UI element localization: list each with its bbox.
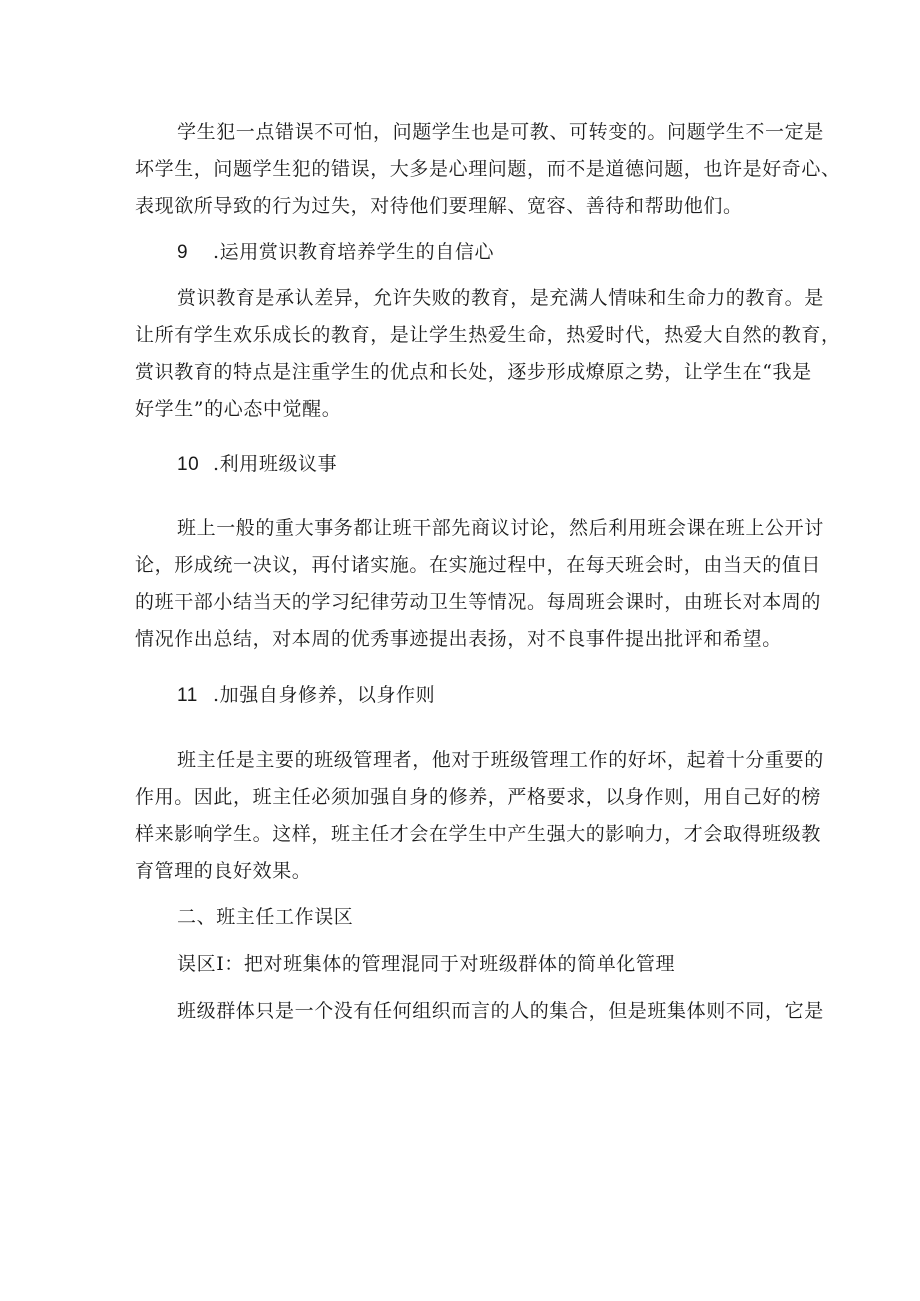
paragraph-4-line-4: 育管理的良好效果。 (135, 860, 312, 882)
paragraph-1-line-2: 坏学生，问题学生犯的错误，大多是心理问题，而不是道德问题，也许是好奇心、 (135, 158, 841, 180)
section-number: 9 (177, 242, 189, 263)
section-title: .利用班级议事 (213, 453, 338, 475)
chapter-heading: 二、班主任工作误区 (177, 906, 354, 928)
paragraph-2-line-3: 赏识教育的特点是注重学生的优点和长处，逐步形成燎原之势，让学生在“我是 (135, 361, 812, 383)
section-title: .运用赏识教育培养学生的自信心 (213, 241, 495, 263)
paragraph-5-line-1: 班级群体只是一个没有任何组织而言的人的集合，但是班集体则不同，它是 (177, 1000, 824, 1022)
section-number: 11 (177, 685, 198, 706)
section-number: 10 (177, 454, 200, 475)
paragraph-2-line-1: 赏识教育是承认差异，允许失败的教育，是充满人情味和生命力的教育。是 (177, 287, 824, 309)
misconception-heading: 误区I：把对班集体的管理混同于对班级群体的简单化管理 (177, 953, 676, 975)
section-heading-11 (177, 683, 435, 708)
paragraph-4-line-3: 样来影响学生。这样，班主任才会在学生中产生强大的影响力，才会取得班级教 (135, 823, 822, 845)
paragraph-2-line-4: 好学生”的心态中觉醒。 (135, 398, 342, 420)
section-heading-10 (177, 452, 337, 477)
paragraph-2-line-2: 让所有学生欢乐成长的教育，是让学生热爱生命，热爱时代，热爱大自然的教育， (135, 324, 841, 346)
section-title: .加强自身修养，以身作则 (213, 684, 436, 706)
paragraph-3-line-3: 的班干部小结当天的学习纪律劳动卫生等情况。每周班会课时，由班长对本周的 (135, 591, 822, 613)
paragraph-4-line-2: 作用。因此，班主任必须加强自身的修养，严格要求，以身作则，用自己好的榜 (135, 786, 822, 808)
paragraph-3-line-1: 班上一般的重大事务都让班干部先商议讨论，然后利用班会课在班上公开讨 (177, 517, 824, 539)
paragraph-3-line-4: 情况作出总结，对本周的优秀事迹提出表扬，对不良事件提出批评和希望。 (135, 628, 782, 650)
paragraph-1-line-3: 表现欲所导致的行为过失，对待他们要理解、宽容、善待和帮助他们。 (135, 195, 743, 217)
paragraph-3-line-2: 论，形成统一决议，再付诸实施。在实施过程中，在每天班会时，由当天的值日 (135, 554, 822, 576)
section-heading-9 (177, 240, 494, 265)
paragraph-4-line-1: 班主任是主要的班级管理者，他对于班级管理工作的好坏，起着十分重要的 (177, 749, 824, 771)
paragraph-1-line-1: 学生犯一点错误不可怕，问题学生也是可教、可转变的。问题学生不一定是 (177, 121, 824, 143)
